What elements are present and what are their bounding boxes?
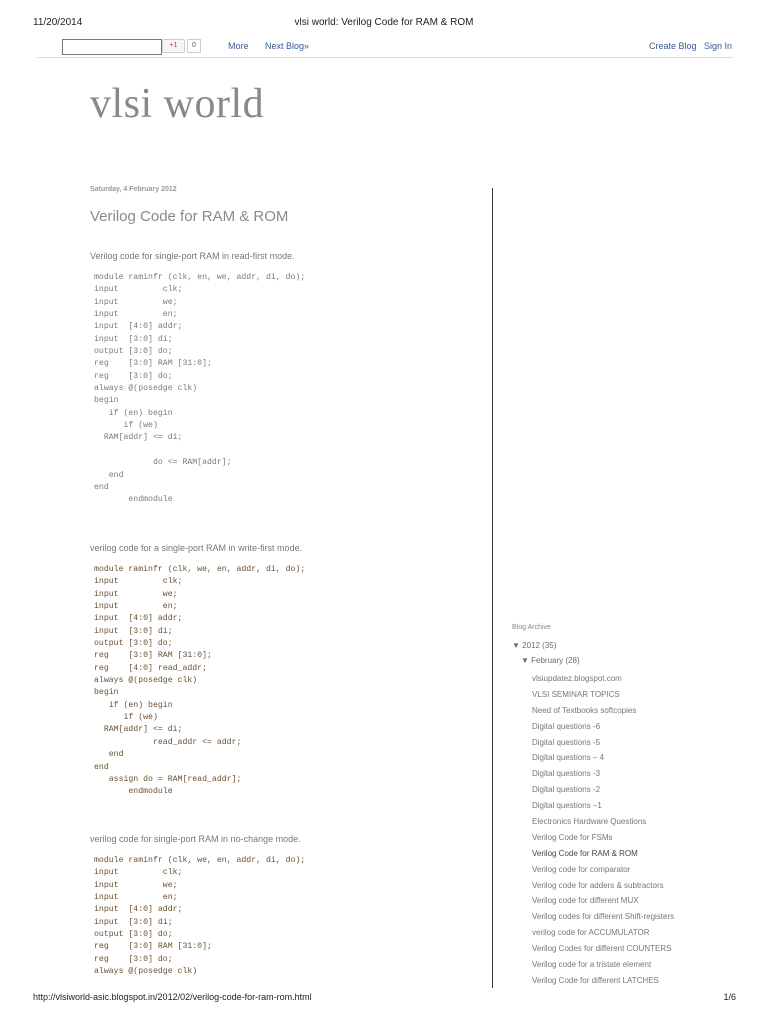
- archive-year-toggle[interactable]: ▼ 2012 (35): [512, 641, 557, 650]
- archive-month-toggle[interactable]: ▼ February (28): [521, 656, 580, 665]
- post-date: Saturday, 4 February 2012: [90, 186, 177, 193]
- archive-post-link[interactable]: Need of Textbooks softcopies: [532, 705, 637, 715]
- navbar-search-input[interactable]: [62, 39, 162, 55]
- print-page-number: 1/6: [723, 992, 736, 1002]
- blog-archive: [512, 624, 722, 989]
- post-title[interactable]: Verilog Code for RAM & ROM: [90, 208, 289, 225]
- archive-post-link[interactable]: Digital questions –1: [532, 801, 602, 811]
- print-header: [0, 17, 768, 31]
- print-date: 11/20/2014: [33, 17, 83, 28]
- archive-post-link[interactable]: Digital questions – 4: [532, 753, 605, 763]
- create-blog-link[interactable]: Create Blog: [649, 41, 697, 51]
- column-divider: [492, 188, 493, 988]
- section-description: verilog code for single-port RAM in no-change mode.: [90, 834, 301, 844]
- code-block: module raminfr (clk, en, we, addr, di, do); input clk; input we; input en; input [4:0] addr; input [3:0] di; output [3:0] do; reg [3:0] RAM [31:0]; reg [3:0] do; always @(posedge clk) begin if (en) begin if (we) RAM[addr] <= di; do <= RAM[addr]; end end endmodule: [94, 273, 306, 505]
- archive-post-link[interactable]: Digital questions -3: [532, 769, 601, 779]
- print-url: http://vlsiworld-asic.blogspot.in/2012/02/verilog-code-for-ram-rom.html: [33, 992, 312, 1002]
- next-blog-link[interactable]: Next Blog»: [265, 41, 310, 51]
- archive-post-link[interactable]: Verilog Codes for different COUNTERS: [532, 944, 672, 954]
- google-plus-one-button[interactable]: +1: [162, 39, 185, 53]
- archive-post-link[interactable]: verilog code for ACCUMULATOR: [532, 928, 650, 938]
- plus-one-count: 0: [187, 39, 201, 53]
- section-description: Verilog code for single-port RAM in read-first mode.: [90, 251, 295, 261]
- archive-post-link[interactable]: Digital questions -2: [532, 785, 601, 795]
- archive-post-link[interactable]: Electronics Hardware Questions: [532, 817, 647, 827]
- archive-post-link[interactable]: Verilog code for adders & subtractors: [532, 880, 664, 890]
- print-title: vlsi world: Verilog Code for RAM & ROM: [294, 17, 474, 28]
- archive-post-link[interactable]: vlsiupdatez.blogspot.com: [532, 674, 622, 683]
- archive-post-link[interactable]: Verilog Code for FSMs: [532, 832, 613, 842]
- archive-post-link[interactable]: Verilog codes for different Shift-registers: [532, 912, 675, 922]
- blogger-navbar: [37, 37, 733, 58]
- archive-title: Blog Archive: [512, 624, 551, 631]
- archive-post-list: [512, 671, 722, 989]
- archive-post-link[interactable]: Verilog Code for RAM & ROM: [532, 848, 638, 858]
- archive-post-link[interactable]: Digital questions -6: [532, 721, 601, 731]
- archive-post-link[interactable]: Verilog code for comparator: [532, 864, 631, 874]
- blog-title[interactable]: vlsi world: [90, 81, 265, 127]
- archive-post-link[interactable]: Verilog code for different MUX: [532, 896, 639, 906]
- archive-post-link[interactable]: VLSI SEMINAR TOPICS: [532, 689, 620, 699]
- archive-post-link[interactable]: Verilog Code for different LATCHES: [532, 975, 659, 985]
- archive-post-link[interactable]: Verilog code for a tristate element: [532, 960, 652, 970]
- archive-post-link[interactable]: Digital questions -5: [532, 737, 601, 747]
- more-link[interactable]: More: [228, 41, 249, 51]
- section-description: verilog code for a single-port RAM in write-first mode.: [90, 543, 303, 553]
- code-block: module raminfr (clk, we, en, addr, di, do); input clk; input we; input en; input [4:0] addr; input [3:0] di; output [3:0] do; reg [3:0] RAM [31:0]; reg [3:0] do; always @(posedge clk): [94, 856, 306, 977]
- code-block: module raminfr (clk, we, en, addr, di, do); input clk; input we; input en; input [4:0] addr; input [3:0] di; output [3:0] do; reg [3:0] RAM [31:0]; reg [4:0] read_addr; always @(posedge clk) begin if (en) begin if (we) RAM[addr] <= di; read_addr <= addr; end end assign do = RAM[read_addr]; endmodule: [94, 565, 306, 797]
- sign-in-link[interactable]: Sign In: [704, 41, 733, 51]
